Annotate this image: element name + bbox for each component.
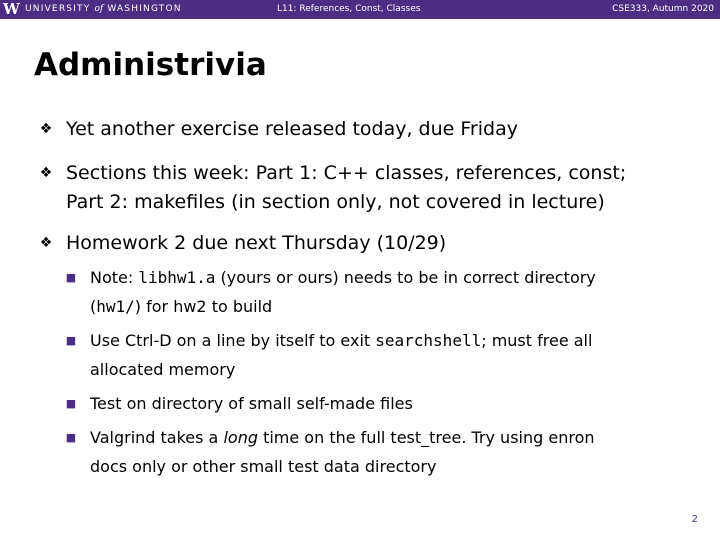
sub-bullet-ctrl-d-line1 — [90, 326, 700, 355]
emphasis-long: long — [223, 428, 258, 447]
code-searchshell: searchshell — [375, 331, 482, 350]
valgrind-text: Valgrind takes a — [90, 428, 224, 447]
diamond-bullet-icon: ❖ — [39, 165, 53, 181]
wordmark-university: UNIVERSITY — [25, 4, 91, 14]
sub-bullet-valgrind-line2: docs only or other small test data directory — [90, 457, 437, 476]
note-text: Note: — [90, 268, 139, 287]
code-hw1-dir: hw1/ — [96, 297, 135, 316]
course-label: CSE333, Autumn 2020 — [612, 4, 714, 14]
bullet-homework: Homework 2 due next Thursday (10/29) — [66, 232, 447, 254]
bullet-sections — [66, 159, 706, 217]
note-text: (yours or ours) needs to be in correct directory — [215, 268, 596, 287]
valgrind-text: time on the full test_tree. Try using enron — [257, 428, 595, 447]
wordmark-washington: WASHINGTON — [107, 4, 182, 14]
uw-logo-icon: W — [3, 0, 20, 18]
sub-bullet-note-line2 — [90, 292, 700, 321]
bullet-exercise: Yet another exercise released today, due Friday — [66, 118, 518, 140]
sub-bullet-test-dir: Test on directory of small self-made files — [90, 394, 413, 413]
bullet-sections-line1: Sections this week: Part 1: C++ classes, references, const; — [66, 162, 627, 184]
header-bar — [0, 0, 720, 19]
page-number: 2 — [691, 514, 698, 525]
sub-bullet-valgrind — [90, 423, 700, 481]
slide-title: Administrivia — [34, 47, 267, 83]
sub-bullet-note-line1 — [90, 263, 700, 292]
diamond-bullet-icon: ❖ — [39, 235, 53, 251]
sub-bullet-note — [90, 263, 700, 321]
square-bullet-icon: ■ — [65, 271, 77, 284]
note-text: ( — [90, 297, 97, 316]
square-bullet-icon: ■ — [65, 334, 77, 347]
university-wordmark — [25, 4, 182, 15]
ctrl-d-text: ; must free all — [481, 331, 593, 350]
wordmark-of: of — [94, 4, 104, 14]
note-text: ) for hw2 to build — [134, 297, 273, 316]
sub-bullet-ctrl-d — [90, 326, 700, 384]
square-bullet-icon: ■ — [65, 397, 77, 410]
code-libhw1: libhw1.a — [138, 268, 216, 287]
diamond-bullet-icon: ❖ — [39, 121, 53, 137]
lecture-title: L11: References, Const, Classes — [277, 4, 421, 14]
bullet-sections-line2: Part 2: makefiles (in section only, not covered in lecture) — [66, 191, 605, 213]
sub-bullet-valgrind-line1 — [90, 423, 700, 452]
ctrl-d-text: Use Ctrl-D on a line by itself to exit — [90, 331, 376, 350]
square-bullet-icon: ■ — [65, 431, 77, 444]
sub-bullet-ctrl-d-line2: allocated memory — [90, 360, 236, 379]
